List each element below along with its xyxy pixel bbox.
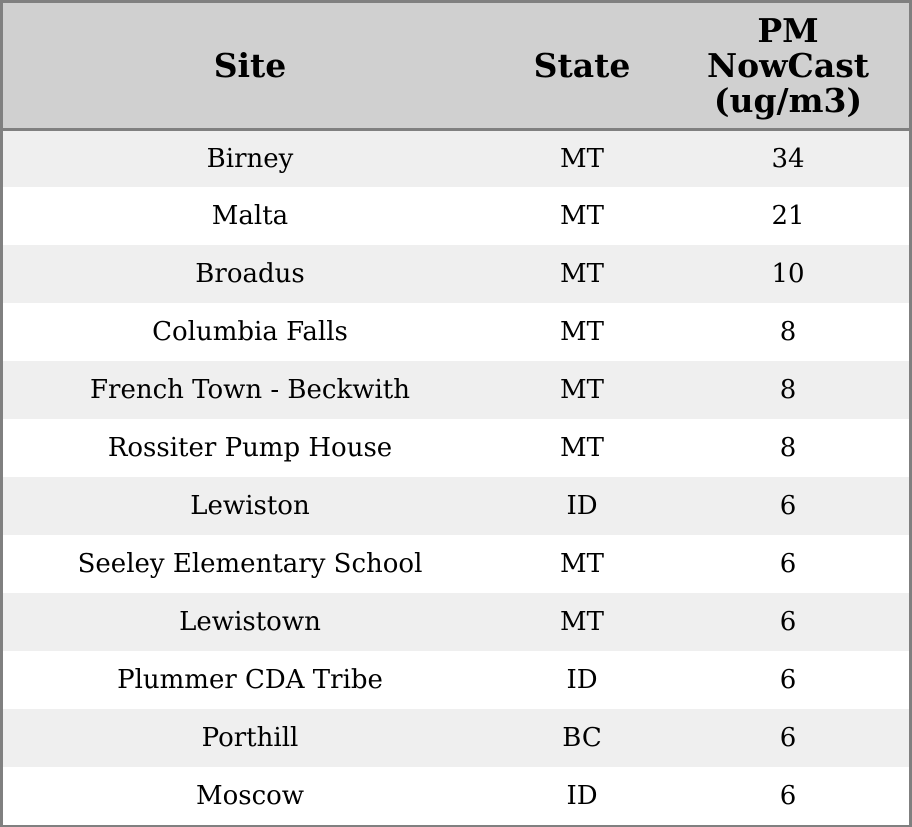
cell-site: Moscow (195, 781, 305, 811)
cell-site: Porthill (201, 723, 299, 753)
table-row (3, 535, 909, 593)
cell-state: MT (560, 201, 604, 231)
cell-state: BC (562, 723, 602, 753)
cell-pm-value: 6 (779, 607, 797, 637)
table-row (3, 651, 909, 709)
cell-state: MT (560, 259, 604, 289)
table-body (3, 129, 909, 825)
pm-nowcast-table (3, 3, 909, 825)
cell-pm-value: 8 (779, 375, 797, 405)
cell-site: Lewistown (179, 607, 321, 637)
cell-pm-value: 8 (779, 433, 797, 463)
cell-state: MT (560, 317, 604, 347)
cell-state: MT (560, 549, 604, 579)
cell-site: Malta (211, 201, 289, 231)
cell-pm-value: 21 (771, 201, 805, 231)
table-row (3, 129, 909, 187)
cell-pm-value: 6 (779, 665, 797, 695)
header-pm-line-1: PM (757, 10, 819, 50)
table-row (3, 593, 909, 651)
header-pm-nowcast (667, 3, 909, 129)
table-row (3, 419, 909, 477)
cell-state: ID (566, 491, 598, 521)
table-row (3, 245, 909, 303)
header-pm-line-3: (ug/m3) (713, 80, 863, 120)
header-site: Site (3, 3, 497, 129)
header-pm-line-2: NowCast (706, 45, 870, 85)
table-header (3, 3, 909, 129)
table-row (3, 709, 909, 767)
cell-state: ID (566, 781, 598, 811)
cell-site: Plummer CDA Tribe (117, 665, 383, 695)
cell-site: Columbia Falls (152, 317, 348, 347)
cell-state: MT (560, 143, 604, 174)
cell-site: Rossiter Pump House (107, 433, 393, 463)
table-row (3, 477, 909, 535)
cell-state: MT (560, 607, 604, 637)
cell-pm-value: 34 (771, 143, 805, 174)
cell-pm-value: 6 (779, 491, 797, 521)
cell-pm-value: 8 (779, 317, 797, 347)
table-row (3, 303, 909, 361)
cell-site: French Town - Beckwith (89, 375, 411, 405)
table-row (3, 767, 909, 825)
cell-pm-value: 6 (779, 549, 797, 579)
cell-site: Lewiston (190, 491, 310, 521)
cell-state: MT (560, 375, 604, 405)
cell-site: Seeley Elementary School (77, 549, 423, 579)
cell-site: Broadus (195, 259, 305, 289)
cell-state: ID (566, 665, 598, 695)
header-state: State (497, 3, 667, 129)
header-row (3, 3, 909, 129)
cell-pm-value: 6 (779, 781, 797, 811)
cell-site: Birney (206, 143, 294, 174)
table-row (3, 361, 909, 419)
table-row (3, 187, 909, 245)
cell-state: MT (560, 433, 604, 463)
cell-pm-value: 6 (779, 723, 797, 753)
cell-pm-value: 10 (771, 259, 805, 289)
